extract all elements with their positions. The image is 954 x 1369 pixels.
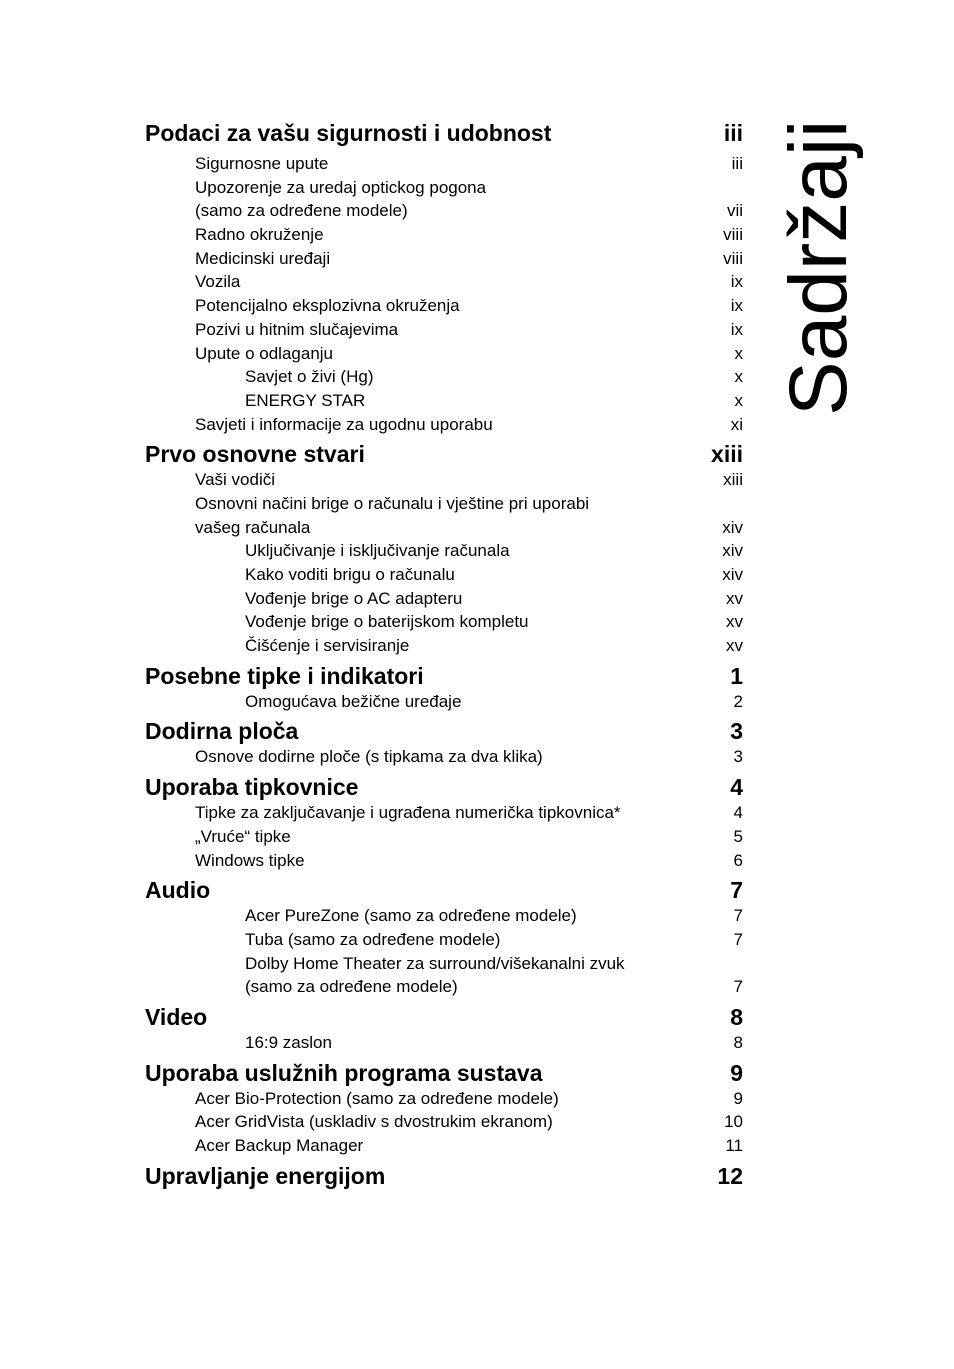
toc-chapter[interactable] xyxy=(145,1158,743,1190)
toc-entry-label: Upozorenje za uredaj optickog pogona xyxy=(195,177,487,197)
toc-page-number: 12 xyxy=(717,1162,743,1189)
toc-page-number: xiv xyxy=(722,565,743,584)
toc-page-number: 1 xyxy=(730,662,743,689)
toc-page-number: 7 xyxy=(730,877,743,904)
toc-entry-label: Dodirna ploča xyxy=(145,718,299,745)
toc-entry-label: Acer Backup Manager xyxy=(195,1136,364,1155)
toc-page-number: xiii xyxy=(723,470,743,490)
toc-entry[interactable] xyxy=(145,634,743,658)
toc-page-number: 4 xyxy=(730,774,743,801)
toc-page-number: 8 xyxy=(733,1032,743,1052)
toc-entry-label: Prvo osnovne stvari xyxy=(145,441,365,468)
toc-page-number: 9 xyxy=(730,1059,743,1086)
toc-entry-label: Radno okruženje xyxy=(195,225,324,245)
toc-entry[interactable] xyxy=(145,563,743,587)
toc-entry[interactable] xyxy=(145,294,743,318)
toc-entry-label: vašeg računala xyxy=(195,517,311,537)
toc-page-number: xiv xyxy=(722,517,743,537)
toc-entry[interactable] xyxy=(145,199,743,223)
toc-chapter[interactable] xyxy=(145,436,743,468)
toc-entry-label: Video xyxy=(145,1003,208,1030)
toc-entry-label: 16:9 zaslon xyxy=(245,1032,332,1052)
toc-page-number: ix xyxy=(730,272,743,292)
toc-entry[interactable] xyxy=(145,270,743,294)
toc-entry[interactable] xyxy=(145,176,743,200)
toc-entry-label: Osnovni načini brige o računalu i vještine pri uporabi xyxy=(195,493,590,513)
toc-entry[interactable] xyxy=(145,587,743,611)
toc-entry[interactable] xyxy=(145,318,743,342)
toc-page-number: 4 xyxy=(733,803,743,823)
toc-entry-label: Acer Bio-Protection (samo za određene modele) xyxy=(195,1088,559,1108)
toc-page-number: 3 xyxy=(733,747,743,767)
toc-entry[interactable] xyxy=(145,801,743,825)
toc-entry[interactable] xyxy=(145,825,743,849)
toc-entry[interactable] xyxy=(145,492,743,516)
toc-entry-label: Uporaba uslužnih programa sustava xyxy=(145,1059,543,1086)
toc-entry[interactable] xyxy=(145,1031,743,1055)
toc-entry-label: (samo za određene modele) xyxy=(195,201,408,221)
toc-page-number: viii xyxy=(723,248,743,268)
toc-page-number: xi xyxy=(730,414,743,434)
toc-entry[interactable] xyxy=(145,928,743,952)
toc-entry[interactable] xyxy=(145,223,743,247)
toc-chapter[interactable] xyxy=(145,1055,743,1087)
toc-entry[interactable] xyxy=(145,539,743,563)
toc-entry[interactable] xyxy=(145,952,743,976)
toc-entry-label: Medicinski uređaji xyxy=(195,248,331,268)
toc-entry-label: Omogućava bežične uređaje xyxy=(245,691,462,711)
toc-entry[interactable] xyxy=(145,365,743,389)
toc-entry-label: Podaci za vašu sigurnosti i udobnost xyxy=(145,120,552,146)
toc-entry-label: Pozivi u hitnim slučajevima xyxy=(195,319,399,339)
toc-entry-label: Vođenje brige o AC adapteru xyxy=(245,588,463,608)
toc-entry[interactable] xyxy=(145,745,743,769)
toc-page-number: vii xyxy=(726,201,743,221)
toc-entry[interactable] xyxy=(145,413,743,437)
toc-page-number: xv xyxy=(726,588,743,608)
toc-page-number: 7 xyxy=(733,977,743,997)
toc-entry-label: Vaši vodiči xyxy=(195,470,275,490)
toc-entry-label: Osnove dodirne ploče (s tipkama za dva klika) xyxy=(195,747,543,767)
toc-entry[interactable] xyxy=(145,975,743,999)
toc-entry[interactable] xyxy=(145,247,743,271)
toc-entry-label: Čišćenje i servisiranje xyxy=(245,636,410,656)
toc-page-number: 9 xyxy=(733,1088,743,1108)
toc-entry-label: Kako voditi brigu o računalu xyxy=(245,565,455,584)
toc-entry[interactable] xyxy=(145,468,743,492)
toc-entry[interactable] xyxy=(145,152,743,176)
toc-chapter[interactable] xyxy=(145,658,743,690)
toc-entry[interactable] xyxy=(145,849,743,873)
toc-entry[interactable] xyxy=(145,690,743,714)
toc-page-number: 5 xyxy=(733,826,743,846)
toc-entry-label: Vođenje brige o baterijskom kompletu xyxy=(245,612,529,632)
side-title: Sadržaji xyxy=(773,119,864,416)
toc-page-number: 7 xyxy=(733,929,743,949)
toc-entry-label: Vozila xyxy=(195,272,241,292)
toc-page-number: x xyxy=(734,367,743,387)
toc-page-number: ix xyxy=(730,296,743,316)
toc-page-number: x xyxy=(734,390,743,410)
toc-entry-label: Posebne tipke i indikatori xyxy=(145,662,424,689)
toc-page-number: 11 xyxy=(725,1136,743,1155)
toc-page-number: iii xyxy=(723,120,743,146)
toc-page-number: ix xyxy=(730,319,743,339)
toc-entry-label: Potencijalno eksplozivna okruženja xyxy=(195,296,460,316)
toc-entry-label: Savjeti i informacije za ugodnu uporabu xyxy=(195,414,493,434)
toc-chapter[interactable] xyxy=(145,713,743,745)
toc-entry-label: Upravljanje energijom xyxy=(145,1162,386,1189)
toc-page-number: xiv xyxy=(722,541,743,561)
toc-entry[interactable] xyxy=(145,342,743,366)
toc-page-number: 6 xyxy=(733,850,743,870)
toc-chapter[interactable] xyxy=(145,769,743,801)
toc-entry-label: Tuba (samo za određene modele) xyxy=(245,929,501,949)
toc-entry-label: Windows tipke xyxy=(195,850,305,870)
toc-chapter[interactable] xyxy=(145,999,743,1031)
toc-entry-label: Dolby Home Theater za surround/višekanalni zvuk xyxy=(245,953,625,973)
toc-entry-label: ENERGY STAR xyxy=(245,390,366,410)
toc-entry-label: Uključivanje i isključivanje računala xyxy=(245,541,510,561)
toc-page-number: 8 xyxy=(730,1003,743,1030)
toc-page-number: 3 xyxy=(730,718,743,745)
toc-entry-label: Sigurnosne upute xyxy=(195,154,329,173)
toc-entry[interactable] xyxy=(145,904,743,928)
toc-entry-label: „Vruće“ tipke xyxy=(195,826,291,846)
toc-entry-label: Tipke za zaključavanje i ugrađena numerička tipkovnica* xyxy=(195,803,621,823)
toc-entry[interactable] xyxy=(145,516,743,540)
toc-entry-label: Savjet o živi (Hg) xyxy=(245,367,374,387)
toc-page-number: viii xyxy=(723,225,743,245)
toc-page-number: 10 xyxy=(724,1112,743,1132)
toc-entry[interactable] xyxy=(145,389,743,413)
toc-page-number: xv xyxy=(726,636,743,656)
toc-entry-label: Acer GridVista (uskladiv s dvostrukim ekranom) xyxy=(195,1112,553,1132)
toc-page-number: 2 xyxy=(733,691,743,711)
toc-page-number: 7 xyxy=(733,906,743,926)
table-of-contents xyxy=(145,114,743,1190)
toc-entry[interactable] xyxy=(145,610,743,634)
toc-entry-label: Uporaba tipkovnice xyxy=(145,774,359,801)
toc-chapter[interactable] xyxy=(145,114,743,152)
toc-entry-label: Upute o odlaganju xyxy=(195,343,334,363)
toc-page-number: xiii xyxy=(711,441,743,468)
toc-chapter[interactable] xyxy=(145,872,743,904)
toc-entry-label: Audio xyxy=(145,877,211,904)
toc-page-number: iii xyxy=(731,154,743,173)
toc-entry[interactable] xyxy=(145,1134,743,1158)
toc-page-number: xv xyxy=(726,612,743,632)
toc-page-number: x xyxy=(734,343,743,363)
toc-entry-label: (samo za određene modele) xyxy=(245,977,458,997)
toc-entry-label: Acer PureZone (samo za određene modele) xyxy=(245,906,577,926)
toc-entry[interactable] xyxy=(145,1110,743,1134)
toc-entry[interactable] xyxy=(145,1087,743,1111)
